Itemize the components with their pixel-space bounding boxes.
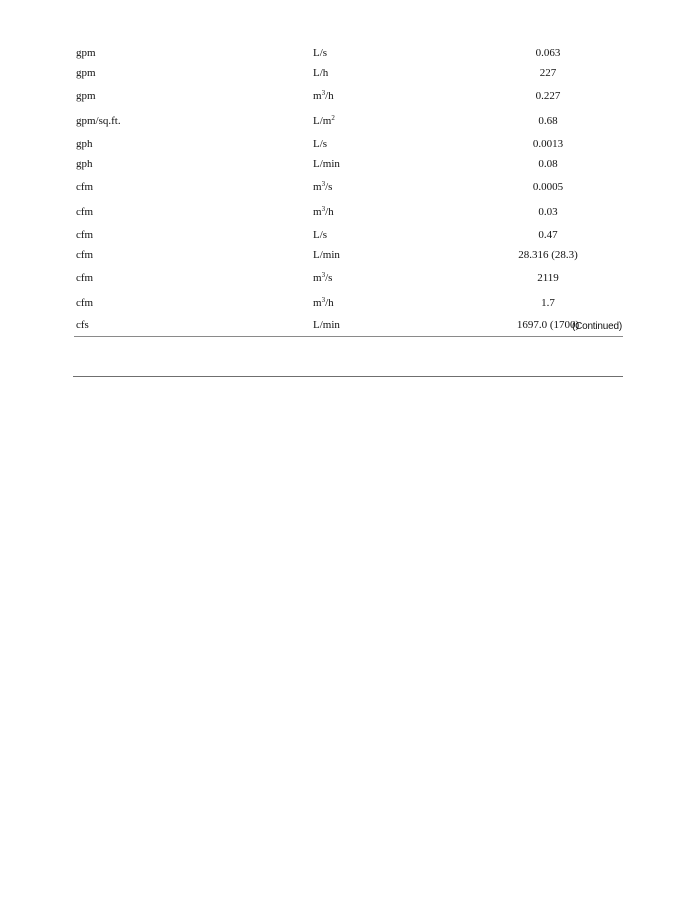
from-unit-cell: cfm — [76, 249, 94, 262]
factor-cell: 1.7 — [541, 297, 555, 309]
table-row — [74, 291, 623, 316]
table-row — [74, 200, 623, 225]
factor-cell: 0.68 — [538, 115, 558, 127]
to-unit-cell: $L/m^2$ — [313, 114, 335, 127]
from-unit-cell: cfm — [76, 272, 94, 284]
to-unit-cell: L/s — [313, 137, 328, 150]
from-unit-cell: gpm/sq.ft. — [76, 115, 121, 127]
factor-cell: 0.063 — [535, 46, 561, 59]
to-unit-cell: $m^3/h$ — [313, 89, 334, 102]
table-row — [74, 246, 623, 267]
to-unit-cell: L/h — [313, 67, 329, 80]
conversion-table — [74, 43, 623, 337]
to-unit-cell: $m^3/h$ — [313, 296, 334, 309]
factor-cell: 0.47 — [538, 228, 558, 241]
to-unit-cell: $m^3/s$ — [313, 271, 333, 284]
to-unit-cell: $m^3/h$ — [313, 205, 334, 218]
table-row — [74, 134, 623, 155]
factor-cell: 0.0005 — [532, 181, 564, 193]
factor-cell: 28.316 (28.3) — [518, 249, 578, 262]
to-unit-cell: L/s — [313, 46, 328, 59]
factor-cell: 0.08 — [538, 158, 558, 171]
factor-cell: 0.03 — [538, 206, 558, 218]
from-unit-cell: gph — [76, 158, 93, 171]
factor-cell: 2119 — [537, 272, 559, 284]
table-row — [74, 43, 623, 64]
table-row — [74, 109, 623, 134]
table-row — [74, 225, 623, 246]
from-unit-cell: gpm — [76, 46, 96, 59]
table-row — [74, 84, 623, 109]
from-unit-cell: gpm — [76, 90, 96, 102]
footer-divider — [73, 376, 623, 377]
from-unit-cell: cfm — [76, 297, 94, 309]
factor-cell: 227 — [539, 67, 557, 80]
from-unit-cell: cfm — [76, 181, 94, 193]
to-unit-cell: $m^3/s$ — [313, 180, 333, 193]
from-unit-cell: gph — [76, 137, 93, 150]
table-row — [74, 266, 623, 291]
to-unit-cell: L/min — [313, 249, 340, 262]
table-row — [74, 64, 623, 85]
factor-cell: 0.0013 — [532, 137, 564, 150]
from-unit-cell: cfm — [76, 206, 94, 218]
factor-cell: 0.227 — [535, 90, 561, 102]
factor-cell: 1697.0 (1700) — [473, 316, 623, 337]
continued-note: (Continued) — [571, 321, 622, 332]
table-row — [74, 316, 623, 337]
table-row — [74, 155, 623, 176]
to-unit-cell: L/min — [313, 158, 340, 171]
table-row — [74, 175, 623, 200]
from-unit-cell: cfs — [74, 316, 311, 337]
to-unit-cell: L/s — [313, 228, 328, 241]
to-unit-cell: L/min — [311, 316, 473, 337]
from-unit-cell: cfm — [76, 228, 94, 241]
from-unit-cell: gpm — [76, 67, 96, 80]
